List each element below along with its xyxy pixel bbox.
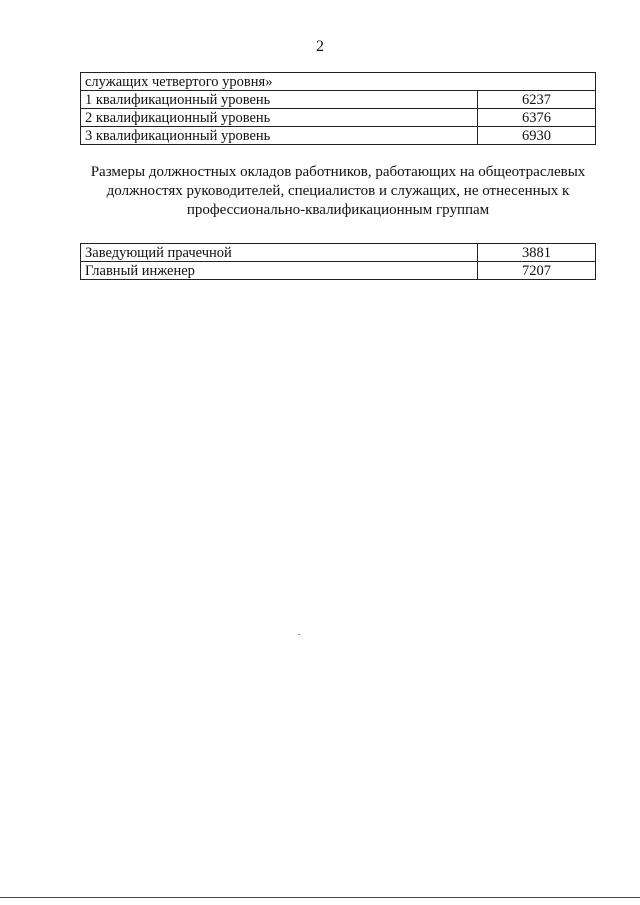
row-label: 3 квалификационный уровень: [81, 127, 478, 145]
heading-line: Размеры должностных окладов работников, работающих на общеотраслевых: [90, 164, 586, 180]
scan-speck: [298, 634, 300, 635]
row-label: Заведующий прачечной: [81, 244, 478, 262]
section-heading: [60, 163, 616, 220]
page-number: 2: [316, 38, 324, 55]
row-value: 6930: [478, 127, 596, 145]
salary-table-positions: [80, 243, 596, 280]
table-row: [81, 262, 596, 280]
heading-line: профессионально-квалификационным группам: [186, 202, 490, 218]
row-label: 2 квалификационный уровень: [81, 109, 478, 127]
table-row: [81, 73, 596, 91]
row-value: 7207: [478, 262, 596, 280]
table-row: [81, 127, 596, 145]
table-row: [81, 91, 596, 109]
row-label: Главный инженер: [81, 262, 478, 280]
salary-table-qualification-levels: [80, 72, 596, 145]
table-row: [81, 109, 596, 127]
row-label: 1 квалификационный уровень: [81, 91, 478, 109]
scan-bottom-edge: [0, 897, 640, 898]
table-row: [81, 244, 596, 262]
row-value: 6376: [478, 109, 596, 127]
heading-line: должностях руководителей, специалистов и служащих, не отнесенных к: [106, 183, 570, 199]
table-continuation-cell: служащих четвертого уровня»: [81, 73, 596, 91]
row-value: 3881: [478, 244, 596, 262]
row-value: 6237: [478, 91, 596, 109]
